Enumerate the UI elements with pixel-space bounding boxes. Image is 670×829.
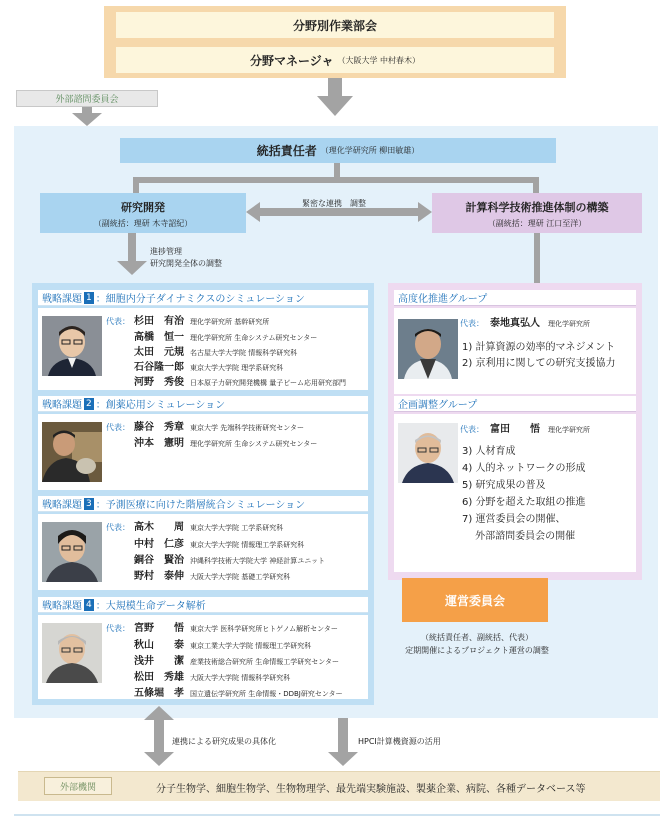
advancement-group-header: 高度化推進グループ <box>394 290 636 306</box>
computational-science-box: 計算科学技術推進体制の構築 （副統括：理研 江口至洋） <box>432 193 642 233</box>
task-1-member: 太田 元規 名古屋大学大学院 情報科学研究科 <box>134 347 298 358</box>
collab-arrow-up-head <box>144 706 174 720</box>
rd-arrow-head <box>117 261 147 275</box>
planning-group-body <box>394 414 636 572</box>
manager-arrow-shaft <box>328 78 342 98</box>
external-organizations-list: 分子生物学、細胞生物学、生物物理学、最先端実験施設、製薬企業、病院、各種データベース等 <box>156 784 586 795</box>
advancement-representative: 代表： 泰地真弘人 理化学研究所 <box>460 318 590 329</box>
external-advisory-committee: 外部諮問委員会 <box>16 90 158 107</box>
task-3-member: 中村 仁彦 東京大学大学院 情報理工学系研究科 <box>134 539 305 550</box>
task-2-leader-photo <box>42 420 102 484</box>
comp-connector <box>534 233 540 283</box>
left-connector <box>133 177 139 193</box>
planning-item: 6) 分野を超えた取組の推進 <box>462 497 586 508</box>
planning-item: 外部諮問委員会の開催 <box>462 531 576 542</box>
task-4-member: 五條堀 孝 国立遺伝学研究所 生命情報・DDBJ研究センター <box>134 688 343 699</box>
task-4-body <box>38 615 368 699</box>
advancement-item: 2) 京利用に関しての研究支援協力 <box>462 358 616 369</box>
task-3-member: 銅谷 賢治 沖縄科学技術大学院大学 神経計算ユニット <box>134 555 325 566</box>
task-3-header: 戦略課題 3 ：予測医療に向けた階層統合シミュレーション <box>38 496 368 512</box>
advisory-arrow-head <box>72 113 102 126</box>
task-3-member: 野村 泰伸 大阪大学大学院 基礎工学研究科 <box>134 571 291 582</box>
task-4-member: 代表： 宮野 悟 東京大学 医科学研究所ヒトゲノム解析センター <box>106 623 338 634</box>
bottom-divider <box>14 814 660 816</box>
general-director: 統括責任者 （理化学研究所 柳田敏雄） <box>120 138 556 163</box>
task-3-leader-photo <box>42 520 102 584</box>
steering-committee: 運営委員会 <box>402 578 548 622</box>
task-4-member: 浅井 潔 産業技術総合研究所 生命情報工学研究センター <box>134 656 339 667</box>
manager-arrow-head <box>317 96 353 116</box>
advancement-item: 1) 計算資源の効率的マネジメント <box>462 342 616 353</box>
task-4-leader-photo <box>42 621 102 685</box>
research-development-box: 研究開発 （副統括：理研 木寺詔紀） <box>40 193 246 233</box>
band-connector <box>331 38 339 47</box>
planning-representative: 代表： 富田 悟 理化学研究所 <box>460 424 590 435</box>
collab-label: 連携による研究成果の具体化 <box>172 737 276 746</box>
rd-arrow-shaft <box>128 233 136 263</box>
progress-label: 進捗管理 研究開発全体の調整 <box>150 247 222 268</box>
hpci-label: HPCI計算機資源の活用 <box>358 737 441 746</box>
working-group-title: 分野別作業部会 <box>116 12 554 38</box>
planning-item: 7) 運営委員会の開催、 <box>462 514 566 525</box>
task-4-header: 戦略課題 4 ：大規模生命データ解析 <box>38 597 368 613</box>
task-1-member: 高橋 恒一 理化学研究所 生命システム研究センター <box>134 332 318 343</box>
task-2-member: 沖本 憲明 理化学研究所 生命システム研究センター <box>134 438 318 449</box>
advancement-leader-photo <box>398 316 458 382</box>
planning-group-header: 企画調整グループ <box>394 396 636 412</box>
task-1-leader-photo <box>42 316 102 376</box>
planning-leader-photo <box>398 420 458 486</box>
right-connector <box>533 177 539 193</box>
steering-note: （統括責任者、副統括、代表） 定期開催によるプロジェクト運営の調整 <box>405 633 549 655</box>
task-2-member: 代表： 藤谷 秀章 東京大学 先端科学技術研究センター <box>106 422 304 433</box>
task-2-body <box>38 414 368 490</box>
task-1-member: 石谷隆一郎 東京大学大学院 理学系研究科 <box>134 362 284 373</box>
connection-label: 緊密な連携 調整 <box>302 199 366 208</box>
field-manager: 分野マネージャ （大阪大学 中村春木） <box>116 47 554 73</box>
planning-item: 4) 人的ネットワークの形成 <box>462 463 586 474</box>
task-1-member: 代表： 杉田 有治 理化学研究所 基幹研究所 <box>106 316 270 327</box>
task-3-body <box>38 514 368 590</box>
task-1-body <box>38 308 368 390</box>
task-4-member: 秋山 泰 東京工業大学大学院 情報理工学研究科 <box>134 640 312 651</box>
collab-arrow-down-head <box>144 752 174 766</box>
hpci-arrow-shaft <box>338 718 348 754</box>
planning-item: 5) 研究成果の普及 <box>462 480 546 491</box>
advancement-group-body <box>394 308 636 394</box>
collab-arrow-shaft <box>154 720 164 754</box>
horizontal-connector <box>133 177 539 183</box>
task-1-header: 戦略課題 1 ：細胞内分子ダイナミクスのシミュレーション <box>38 290 368 306</box>
planning-item: 3) 人材育成 <box>462 446 516 457</box>
task-3-member: 代表： 高木 周 東京大学大学院 工学系研究科 <box>106 522 284 533</box>
task-2-header: 戦略課題 2 ：創薬応用シミュレーション <box>38 396 368 412</box>
task-4-member: 松田 秀雄 大阪大学大学院 情報科学研究科 <box>134 672 291 683</box>
hpci-arrow-head <box>328 752 358 766</box>
task-1-member: 河野 秀俊 日本原子力研究開発機構 量子ビーム応用研究部門 <box>134 377 346 388</box>
external-organizations-label: 外部機関 <box>44 777 112 795</box>
